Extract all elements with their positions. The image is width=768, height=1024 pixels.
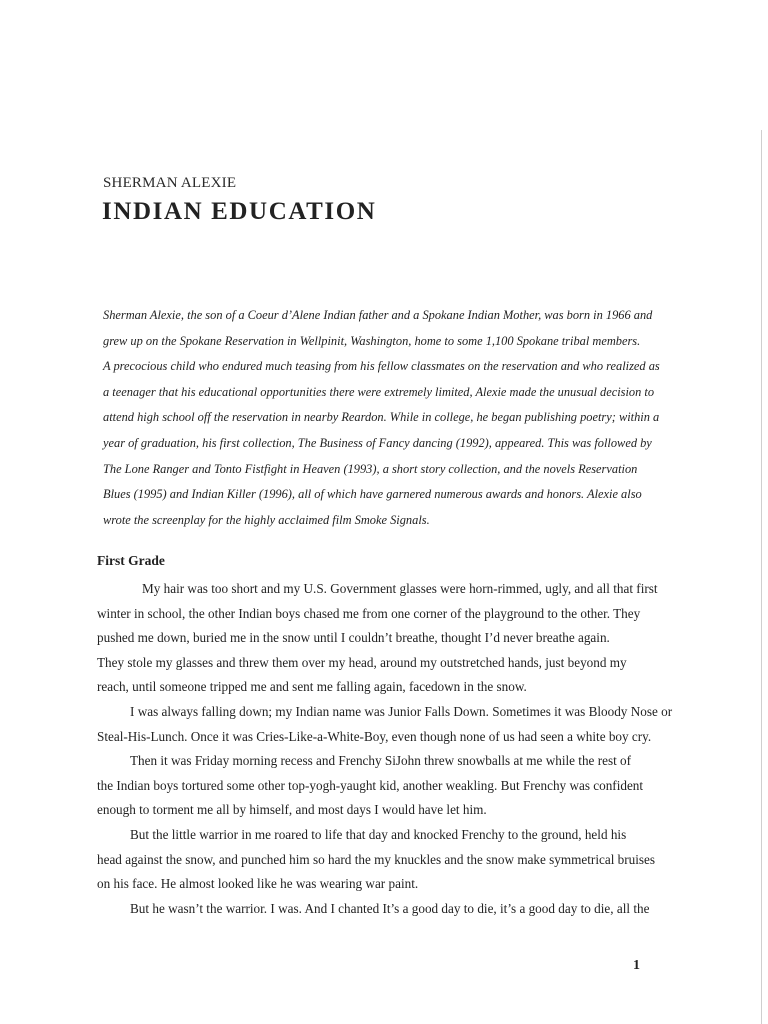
page-edge-shadow	[761, 130, 762, 1024]
body-line: But he wasn’t the warrior. I was. And I chanted It’s a good day to die, it’s a good day to die, all the	[130, 900, 650, 916]
body-line: They stole my glasses and threw them over my head, around my outstretched hands, just beyond my	[97, 654, 627, 670]
bio-line: Blues (1995) and Indian Killer (1996), all of which have garnered numerous awards and honors. Alexie also	[103, 487, 642, 502]
bio-line: Sherman Alexie, the son of a Coeur d’Alene Indian father and a Spokane Indian Mother, was born in 1966 and	[103, 308, 653, 322]
essay-body	[97, 577, 673, 921]
body-line: head against the snow, and punched him so hard the my knuckles and the snow make symmetrical bruises	[97, 851, 656, 867]
essay-title: INDIAN EDUCATION	[102, 198, 377, 225]
body-line: But the little warrior in me roared to life that day and knocked Frenchy to the ground, held his	[130, 826, 627, 842]
body-line: enough to torment me all by himself, and most days I would have let him.	[97, 802, 487, 818]
bio-line: attend high school off the reservation in nearby Reardon. While in college, he began publishing poetry; within a	[103, 410, 660, 425]
author-bio	[103, 303, 660, 533]
body-line: pushed me down, buried me in the snow until I couldn’t breathe, thought I’d never breathe again.	[97, 630, 610, 646]
page-number: 1	[633, 958, 640, 973]
body-line: I was always falling down; my Indian name was Junior Falls Down. Sometimes it was Bloody Nose or	[130, 703, 673, 719]
bio-line: A precocious child who endured much teasing from his fellow classmates on the reservation and who realized as	[103, 359, 660, 374]
body-line: winter in school, the other Indian boys chased me from one corner of the playground to the other. They	[97, 605, 641, 621]
bio-line: a teenager that his educational opportunities there were extremely limited, Alexie made the unusual decision to	[103, 384, 655, 399]
bio-line: The Lone Ranger and Tonto Fistfight in Heaven (1993), a short story collection, and the novels Reservation	[103, 461, 638, 476]
body-line: My hair was too short and my U.S. Government glasses were horn-rimmed, ugly, and all that first	[142, 581, 658, 596]
body-line: the Indian boys tortured some other top-yogh-yaught kid, another weakling. But Frenchy was confident	[97, 777, 644, 793]
bio-line: grew up on the Spokane Reservation in Wellpinit, Washington, home to some 1,100 Spokane tribal members.	[103, 333, 641, 348]
body-line: on his face. He almost looked like he was wearing war paint.	[97, 876, 419, 892]
body-line: Then it was Friday morning recess and Frenchy SiJohn threw snowballs at me while the rest of	[130, 753, 632, 769]
bio-line: year of graduation, his first collection, The Business of Fancy dancing (1992), appeared. This was followed by	[103, 435, 652, 450]
body-line: reach, until someone tripped me and sent me falling again, facedown in the snow.	[97, 679, 527, 695]
author-name: SHERMAN ALEXIE	[103, 175, 237, 191]
section-heading: First Grade	[97, 553, 165, 568]
bio-line: wrote the screenplay for the highly acclaimed film Smoke Signals.	[103, 512, 430, 527]
body-line: Steal-His-Lunch. Once it was Cries-Like-a-White-Boy, even though none of us had seen a white boy cry.	[97, 728, 652, 744]
